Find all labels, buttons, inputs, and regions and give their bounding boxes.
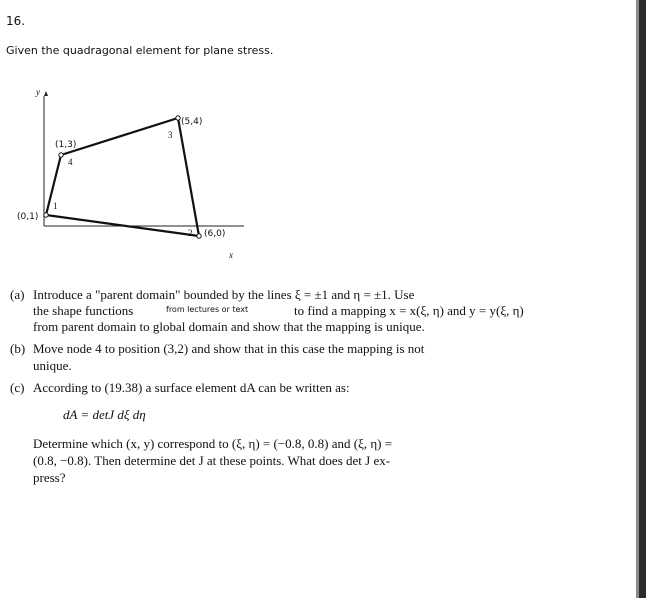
part-a-inserted-note: from lectures or text — [166, 305, 249, 314]
part-a-line-1: Introduce a "parent domain" bounded by the lines ξ = ±1 and η = ±1. Use — [33, 287, 415, 302]
quad-element-figure — [0, 0, 636, 290]
node-1-marker — [44, 213, 48, 217]
node-2-coord: (6,0) — [204, 229, 226, 239]
window-edge-scrollbar[interactable] — [636, 0, 646, 598]
part-c-line-4: press? — [33, 470, 66, 485]
part-a-line-2-start: the shape functions — [33, 303, 134, 318]
part-c-line-3: (0.8, −0.8). Then determine det J at these points. What does det J ex- — [33, 453, 391, 468]
part-c-label: (c) — [10, 380, 25, 395]
node-3-coord: (5,4) — [181, 117, 203, 127]
node-4-id: 4 — [68, 157, 73, 167]
problem-number: 16. — [6, 14, 26, 28]
node-1-id: 1 — [53, 201, 58, 211]
element-outline — [46, 118, 199, 236]
y-axis-label: y — [36, 87, 40, 97]
y-axis-arrow — [44, 91, 48, 96]
node-2-id: 2 — [188, 228, 193, 238]
part-a-label: (a) — [10, 287, 25, 302]
part-c-line-2: Determine which (x, y) correspond to (ξ, η) = (−0.8, 0.8) and (ξ, η) = — [33, 436, 393, 451]
node-1-coord: (0,1) — [17, 212, 39, 222]
x-axis-label: x — [229, 250, 233, 260]
part-a-line-2-end: to find a mapping x = x(ξ, η) and y = y(ξ, η) — [294, 303, 524, 318]
part-b-label: (b) — [10, 341, 26, 356]
node-4-marker — [59, 153, 63, 157]
node-2-marker — [197, 234, 201, 238]
part-c-line-1: According to (19.38) a surface element dA can be written as: — [33, 380, 350, 395]
part-c-equation: dA = detJ dξ dη — [63, 407, 146, 422]
part-b-line-1: Move node 4 to position (3,2) and show that in this case the mapping is not — [33, 341, 425, 356]
problem-intro: Given the quadragonal element for plane stress. — [6, 44, 274, 57]
node-3-id: 3 — [168, 130, 173, 140]
node-4-coord: (1,3) — [55, 140, 77, 150]
part-b-line-2: unique. — [33, 358, 72, 373]
node-3-marker — [176, 116, 180, 120]
part-a-line-3: from parent domain to global domain and show that the mapping is unique. — [33, 319, 425, 334]
